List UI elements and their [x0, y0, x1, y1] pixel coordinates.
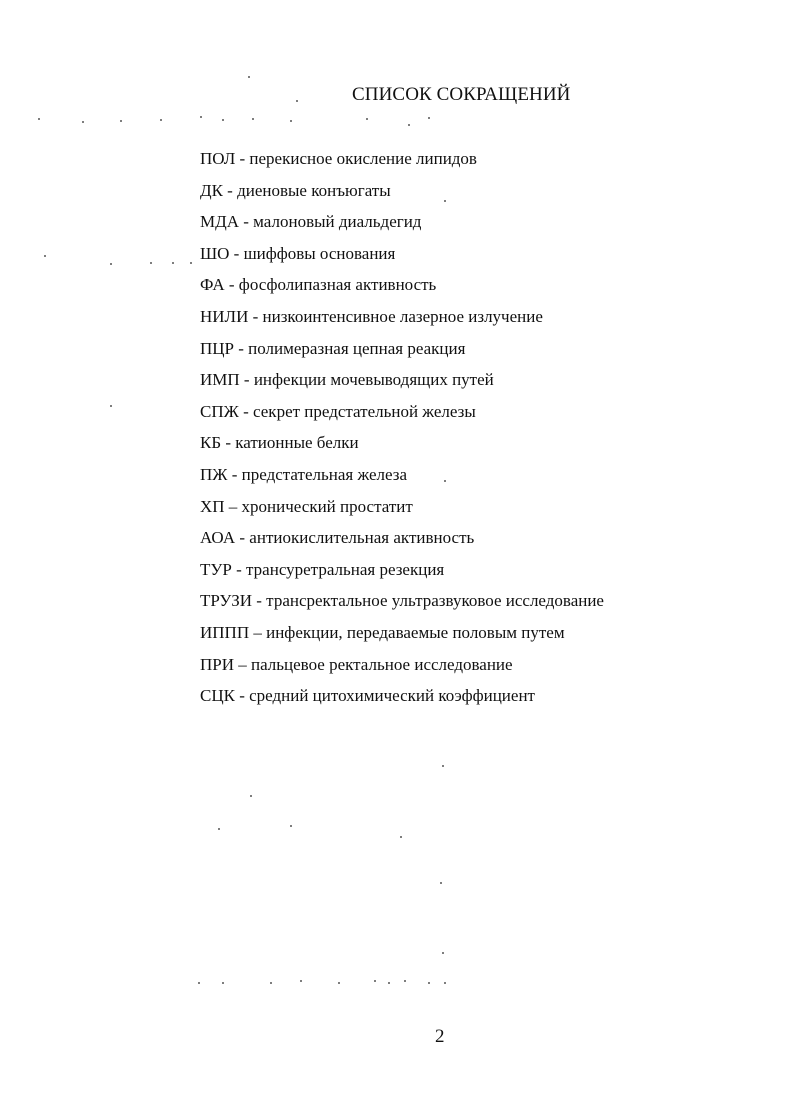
list-item: СПЖ - секрет предстательной железы [200, 401, 476, 421]
list-item: ТУР - трансуретральная резекция [200, 559, 445, 579]
list-item: ПОЛ - перекисное окисление липидов [200, 149, 477, 168]
page-title: СПИСОК СОКРАЩЕНИЙ [352, 84, 571, 105]
list-item: АОА - антиокислительная активность [200, 528, 475, 548]
abbreviation-list [200, 147, 604, 716]
list-item: ПЦР - полимеразная цепная реакция [200, 338, 466, 358]
list-item: МДА - малоновый диальдегид [200, 212, 422, 232]
list-item: ДК - диеновые конъюгаты [200, 180, 391, 200]
list-item: ИМП - инфекции мочевыводящих путей [200, 370, 494, 390]
list-item: ИППП – инфекции, передаваемые половым путем [200, 622, 565, 642]
list-item: ХП – хронический простатит [200, 496, 413, 516]
list-item: ТРУЗИ - трансректальное ультразвуковое исследование [200, 591, 604, 611]
list-item: КБ - катионные белки [200, 433, 359, 453]
list-item: ПЖ - предстательная железа [200, 464, 408, 484]
list-item: НИЛИ - низкоинтенсивное лазерное излучение [200, 306, 543, 326]
list-item: ФА - фосфолипазная активность [200, 275, 437, 295]
page-number: 2 [435, 1026, 445, 1047]
list-item: СЦК - средний цитохимический коэффициент [200, 686, 535, 706]
list-item: ШО - шиффовы основания [200, 243, 396, 263]
list-item: ПРИ – пальцевое ректальное исследование [200, 654, 513, 674]
